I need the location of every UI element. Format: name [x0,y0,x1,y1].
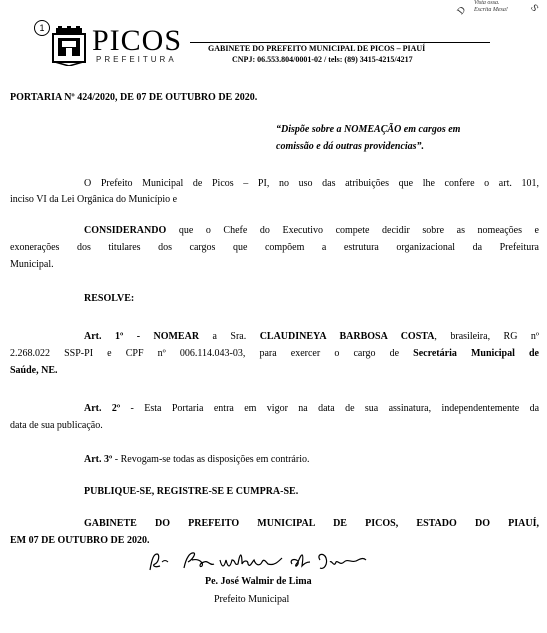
stamp-seal-right-icon [528,0,542,20]
closing-line-2: EM 07 DE OUTUBRO DE 2020. [10,535,150,546]
art3-line [84,453,309,467]
ordinance-title: PORTARIA Nº 424/2020, DE 07 DE OUTUBRO DE 2020. [10,92,258,103]
art1-label: Art. 1º - NOMEAR [84,331,200,342]
considerando-line-3: Municipal. [10,259,54,270]
intro-line-2: inciso VI da Lei Orgânica do Município e [10,194,178,205]
summary-line-2: comissão e dá outras providencias”. [276,141,425,152]
city-crest-icon [50,26,88,66]
art1-line-3: Saúde, NE. [10,365,58,376]
stamp-line-1: Vista ossa. [474,0,500,6]
svg-text:D: D [456,5,469,18]
art1-line-1 [84,330,539,344]
art1-text-1: a Sra. [199,331,260,342]
art2-label: Art. 2º [84,403,121,414]
art2-text: - Esta Portaria entra em vigor na data de sua assinatura, independentemente da [120,403,540,414]
resolve-heading: RESOLVE: [84,293,135,304]
signer-role: Prefeito Municipal [214,594,290,605]
signer-name: Pe. José Walmir de Lima [205,576,312,587]
office-cnpj: CNPJ: 06.553.804/0001-02 / tels: (89) 3415-4215/4217 [232,55,413,64]
art1-line-2 [10,347,539,361]
considerando-line-1 [84,224,539,238]
intro-line-1: O Prefeito Municipal de Picos – PI, no uso das atribuições que lhe confere o art. 101, [84,178,539,189]
art3-text: - Revogam-se todas as disposições em contrário. [112,454,310,465]
logo-subtitle: PREFEITURA [96,55,177,64]
stamp-seal-left-icon [456,0,470,20]
logo-wordmark: PICOS [92,24,183,57]
summary-line-1: “Dispõe sobre a NOMEAÇÃO em cargos em [276,124,461,135]
considerando-label: CONSIDERANDO [84,225,167,236]
art1-appointee-name: CLAUDINEYA BARBOSA COSTA [259,331,435,342]
office-title: GABINETE DO PREFEITO MUNICIPAL DE PICOS – PIAUÍ [208,44,426,53]
art1-line-2-a: 2.268.022 SSP-PI e CPF nº 006.114.043-03, para exercer o cargo de [10,348,414,359]
considerando-line-2: exonerações dos titulares dos cargos que compõem a estrutura organizacional da Prefeitura [10,242,539,253]
publique-line: PUBLIQUE-SE, REGISTRE-SE E CUMPRA-SE. [84,486,299,497]
closing-line-1: GABINETE DO PREFEITO MUNICIPAL DE PICOS, ESTADO DO PIAUÍ, [84,518,539,529]
stamp-line-2: Escrita Mesa! [474,7,508,13]
art2-line-1 [84,402,539,416]
art3-label: Art. 3º [84,454,113,465]
svg-text:S: S [528,2,540,15]
header-rule [190,42,490,43]
considerando-text: que o Chefe do Executivo compete decidir sobre as nomeações e [166,225,539,236]
handwritten-signature [148,548,368,578]
art2-line-2: data de sua publicação. [10,420,103,431]
art1-line-2-b: Secretária Municipal de [413,348,539,359]
page-badge: 1 [34,20,50,36]
stamp-text [474,0,508,14]
art1-text-2: , brasileira, RG nº [434,331,539,342]
